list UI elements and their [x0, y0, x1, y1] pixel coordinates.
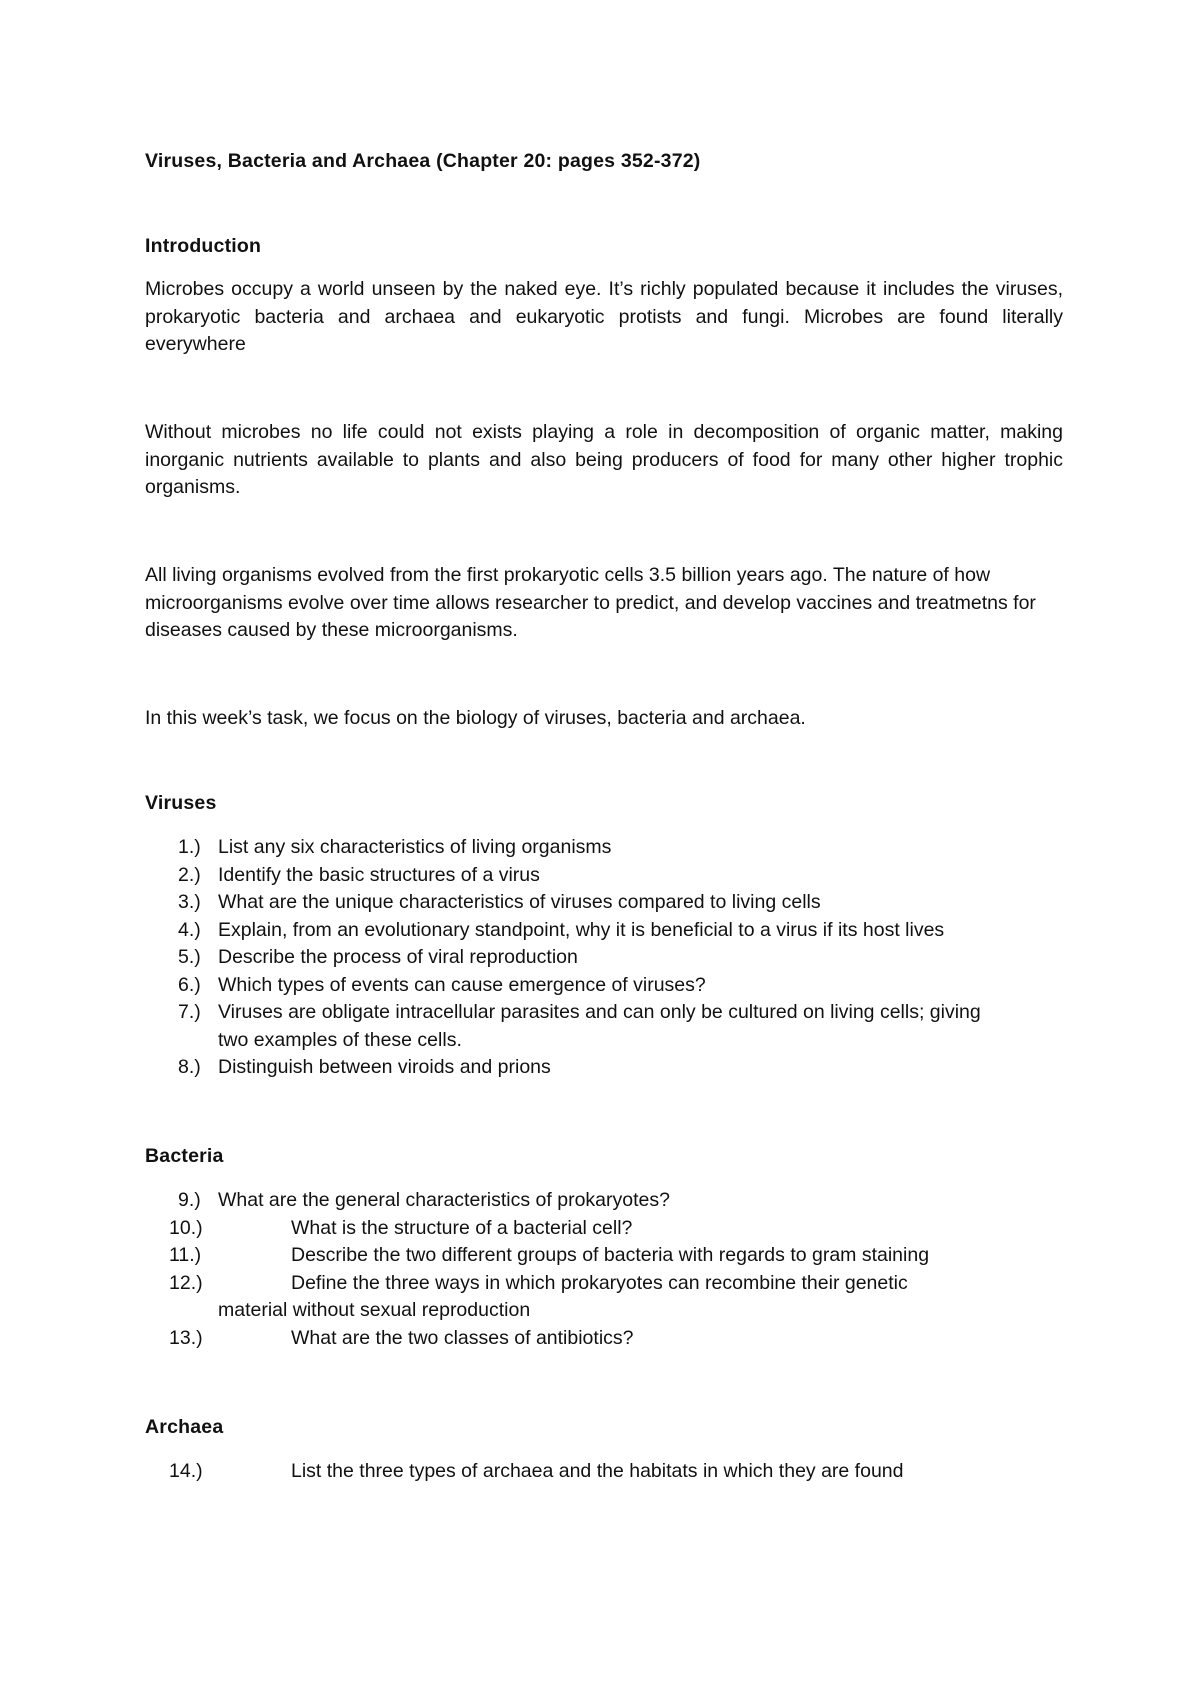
list-item — [145, 862, 1063, 890]
list-item — [145, 999, 1063, 1054]
question-number: 14.) — [169, 1460, 203, 1482]
question-number: 13.) — [169, 1326, 203, 1349]
question-number: 11.) — [169, 1244, 202, 1266]
document-title: Viruses, Bacteria and Archaea (Chapter 20: pages 352-372) — [145, 150, 701, 172]
question-text: Explain, from an evolutionary standpoint, why it is beneficial to a virus if its host lives — [218, 918, 945, 941]
list-item — [145, 1270, 1063, 1325]
list-item — [145, 1325, 1063, 1353]
section-heading-archaea: Archaea — [145, 1416, 224, 1438]
list-item — [145, 917, 1063, 945]
question-text: What is the structure of a bacterial cell? — [291, 1216, 633, 1239]
question-text: Describe the two different groups of bacteria with regards to gram staining — [291, 1244, 930, 1266]
question-text: Which types of events can cause emergence of viruses? — [218, 973, 706, 996]
intro-paragraph: In this week’s task, we focus on the biology of viruses, bacteria and archaea. — [145, 707, 806, 729]
section-heading-introduction: Introduction — [145, 235, 262, 257]
archaea-question-list — [145, 1458, 1063, 1486]
list-item — [145, 889, 1063, 917]
question-text: Describe the process of viral reproduction — [218, 946, 578, 968]
question-text: What are the two classes of antibiotics? — [291, 1326, 634, 1349]
question-number: 6.) — [178, 973, 201, 996]
question-number: 2.) — [178, 863, 201, 886]
intro-paragraph: Microbes occupy a world unseen by the naked eye. It’s richly populated because it includes the viruses, prokaryotic bacteria and archaea and eukaryotic protists and fungi. Microbes are found literally everywhere — [145, 278, 1063, 355]
section-heading-viruses: Viruses — [145, 792, 217, 814]
question-number: 7.) — [178, 1001, 201, 1023]
question-text-continuation: material without sexual reproduction — [218, 1299, 531, 1321]
list-item — [145, 944, 1063, 972]
intro-paragraph: Without microbes no life could not exists playing a role in decomposition of organic matter, making inorganic nutrients available to plants and also being producers of food for many other higher trophic organisms. — [145, 421, 1063, 498]
question-text: Distinguish between viroids and prions — [218, 1056, 551, 1078]
question-text: What are the general characteristics of prokaryotes? — [218, 1189, 670, 1211]
question-number: 12.) — [169, 1271, 203, 1294]
question-text: List the three types of archaea and the habitats in which they are found — [291, 1460, 904, 1482]
list-item — [145, 1242, 1063, 1270]
list-item — [145, 972, 1063, 1000]
question-text — [145, 1270, 1063, 1325]
question-text: What are the unique characteristics of viruses compared to living cells — [218, 891, 821, 913]
question-number: 1.) — [178, 836, 201, 858]
question-number: 4.) — [178, 918, 201, 941]
list-item — [145, 1458, 1063, 1486]
question-text: List any six characteristics of living organisms — [218, 836, 612, 858]
list-item — [145, 1215, 1063, 1243]
question-number: 10.) — [169, 1216, 203, 1239]
question-number: 5.) — [178, 946, 201, 968]
list-item — [145, 1054, 1063, 1082]
question-text: Viruses are obligate intracellular parasites and can only be cultured on living cells; giving two examples of these cells. — [218, 1001, 981, 1051]
question-number: 8.) — [178, 1056, 201, 1078]
question-text-line: Define the three ways in which prokaryotes can recombine their genetic — [291, 1271, 908, 1294]
viruses-question-list — [145, 834, 1063, 1082]
list-item — [145, 1187, 1063, 1215]
bacteria-question-list — [145, 1187, 1063, 1352]
list-item — [145, 834, 1063, 862]
intro-paragraph: All living organisms evolved from the first prokaryotic cells 3.5 billion years ago. The nature of how microorganisms evolve over time allows researcher to predict, and develop vaccines and treatmetns for diseases caused by these microorganisms. — [145, 564, 1036, 641]
question-number: 3.) — [178, 891, 201, 913]
section-heading-bacteria: Bacteria — [145, 1145, 224, 1167]
question-number: 9.) — [178, 1189, 201, 1211]
question-text: Identify the basic structures of a virus — [218, 863, 540, 886]
